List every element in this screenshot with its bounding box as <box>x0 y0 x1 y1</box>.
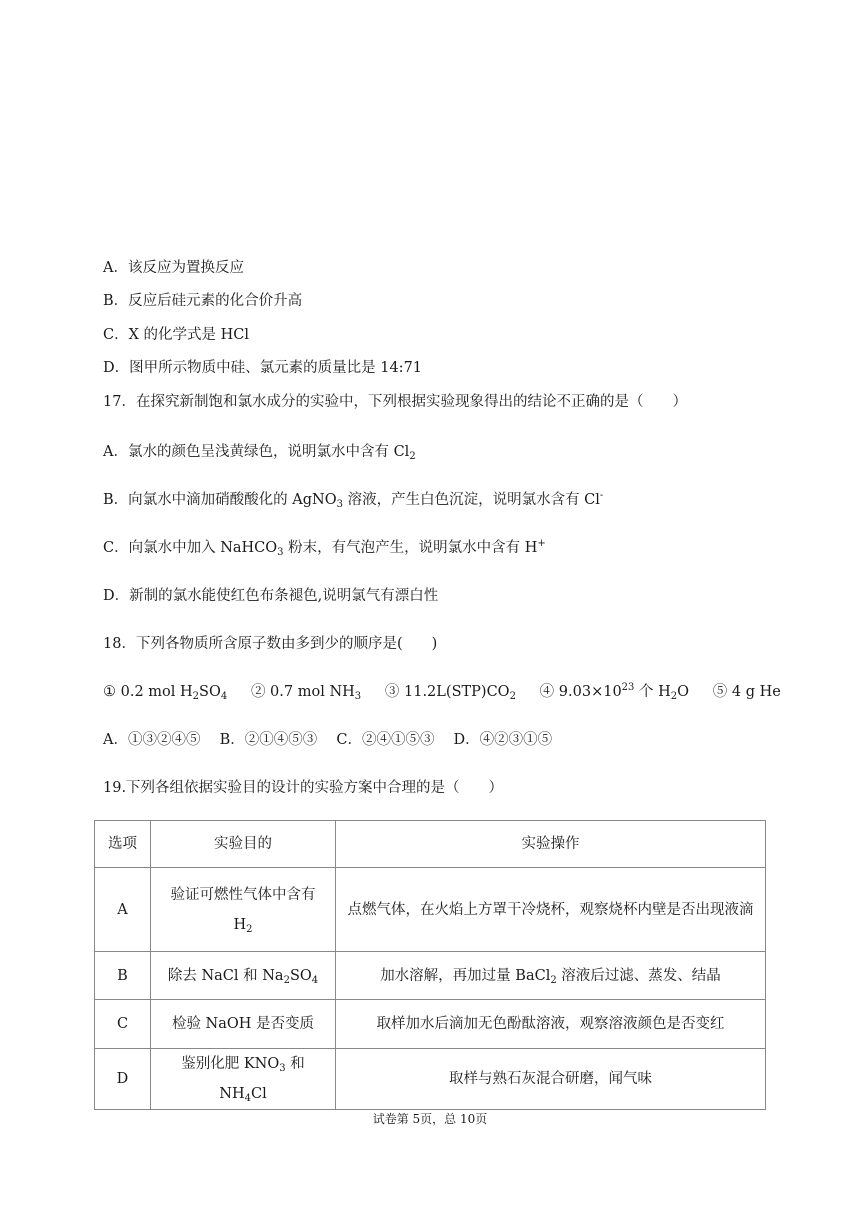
q16-option-a: A．该反应为置换反应 <box>103 260 244 276</box>
table-header-row <box>95 821 766 868</box>
q18-options: A．①③②④⑤ B．②①④⑤③ C．②④①⑤③ D．④②③①⑤ <box>103 732 553 748</box>
q19-table <box>94 820 766 1110</box>
row-a-purpose: 验证可燃性气体中含有 $H_2$ <box>151 868 336 952</box>
row-a-key: A <box>95 868 151 952</box>
header-operation: 实验操作 <box>336 821 766 868</box>
q18-stem: 18．下列各物质所含原子数由多到少的顺序是( ) <box>103 636 438 652</box>
table-row <box>95 868 766 952</box>
table-row <box>95 1000 766 1049</box>
row-d-purpose: 鉴别化肥 $KNO_3$ 和 $NH_4Cl$ <box>151 1049 336 1110</box>
table-row <box>95 952 766 1000</box>
q16-option-b: B．反应后硅元素的化合价升高 <box>103 293 303 309</box>
q17-option-d: D．新制的氯水能使红色布条褪色,说明氯气有漂白性 <box>103 588 439 604</box>
q17-stem: 17．在探究新制饱和氯水成分的实验中，下列根据实验现象得出的结论不正确的是（ ） <box>103 394 687 410</box>
header-option: 选项 <box>95 821 151 868</box>
table-row <box>95 1049 766 1110</box>
q16-option-d: D．图甲所示物质中硅、氯元素的质量比是 14:71 <box>103 360 423 376</box>
q19-stem: 19.下列各组依据实验目的设计的实验方案中合理的是（ ） <box>103 780 504 796</box>
row-b-purpose: 除去 NaCl 和 $Na_2SO_4$ <box>151 952 336 1000</box>
row-b-operation: 加水溶解，再加过量 BaCl$_2$ 溶液后过滤、蒸发、结晶 <box>336 952 766 1000</box>
row-a-operation: 点燃气体，在火焰上方罩干冷烧杯，观察烧杯内壁是否出现液滴 <box>336 868 766 952</box>
row-c-purpose: 检验 NaOH 是否变质 <box>151 1000 336 1049</box>
q18-items: ① 0.2 mol $H_2SO_4$ ② 0.7 mol $NH_3$ ③ $11.2L(STP)CO_2$ ④ $9.03\times 10^{23}$ 个 $H_2O$ ⑤ 4 g He <box>103 682 781 702</box>
row-b-key: B <box>95 952 151 1000</box>
row-c-key: C <box>95 1000 151 1049</box>
header-purpose: 实验目的 <box>151 821 336 868</box>
q17-option-c: C．向氯水中加入 NaHCO$_3$ 粉末，有气泡产生，说明氯水中含有 H+ <box>103 538 546 558</box>
q17-option-a: A．氯水的颜色呈浅黄绿色，说明氯水中含有 $Cl_2$ <box>103 444 416 462</box>
row-d-operation: 取样与熟石灰混合研磨，闻气味 <box>336 1049 766 1110</box>
row-d-key: D <box>95 1049 151 1110</box>
q16-option-c: C．X 的化学式是 HCl <box>103 327 250 343</box>
row-c-operation: 取样加水后滴加无色酚酞溶液，观察溶液颜色是否变红 <box>336 1000 766 1049</box>
q17-option-b: B．向氯水中滴加硝酸酸化的 AgNO$_3$ 溶液，产生白色沉淀，说明氯水含有 Cl- <box>103 490 604 510</box>
page-footer: 试卷第 5页，总 10页 <box>372 1112 488 1126</box>
